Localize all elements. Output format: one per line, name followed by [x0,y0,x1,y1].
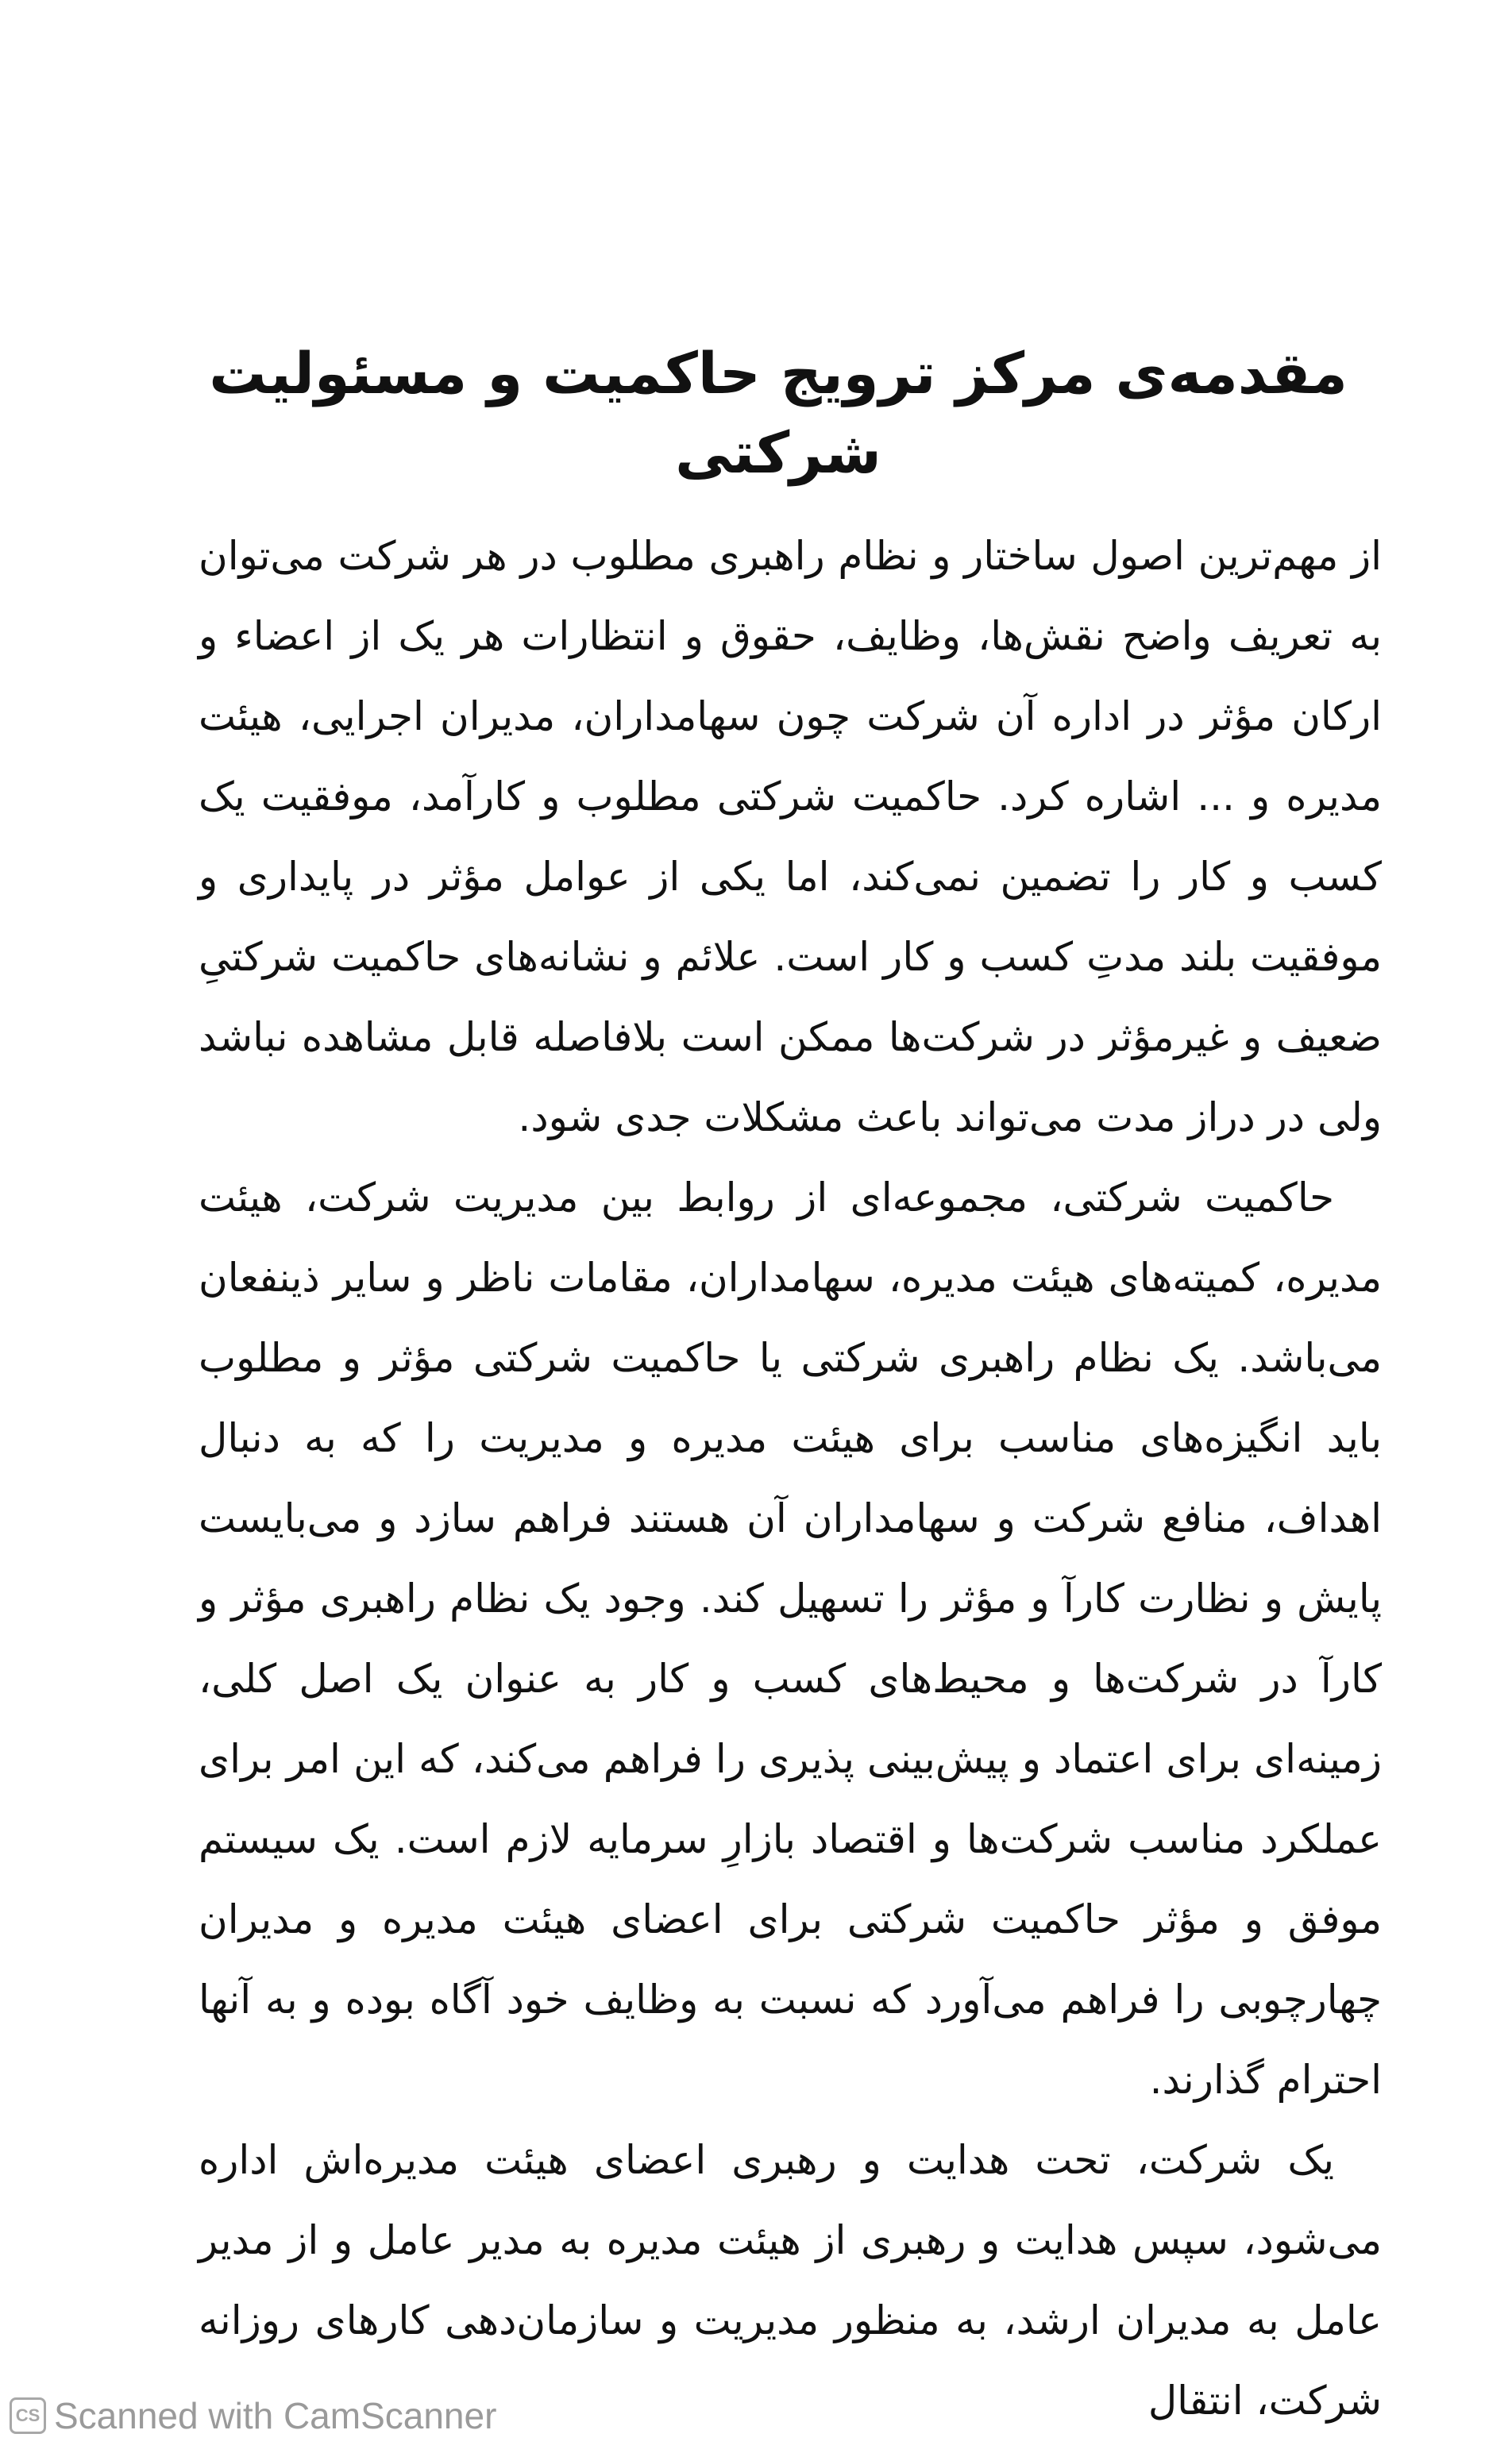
paragraph-2: حاکمیت شرکتی، مجموعه‌ای از روابط بین مدیریت شرکت، هیئت مدیره، کمیته‌های هیئت مدیره، سهامداران، مقامات ناظر و سایر ذینفعان می‌باشد. یک نظام راهبری شرکتی یا حاکمیت شرکتی مؤثر و مطلوب باید انگیزه‌های مناسب برای هیئت مدیره و مدیریت را که به دنبال اهداف، منافع شرکت و سهامداران آن هستند فراهم سازد و می‌بایست پایش و نظارت کارآ و مؤثر را تسهیل کند. وجود یک نظام راهبری مؤثر و کارآ در شرکت‌ها و محیط‌های کسب و کار به عنوان یک اصل کلی، زمینه‌ای برای اعتماد و پیش‌بینی پذیری را فراهم می‌کند، که این امر برای عملکرد مناسب شرکت‌ها و اقتصاد بازارِ سرمایه لازم است. یک سیستم موفق و مؤثر حاکمیت شرکتی برای اعضای هیئت مدیره و مدیران چهارچوبی را فراهم می‌آورد که نسبت به وظایف خود آگاه بوده و به آنها احترام گذارند. [199,1174,1382,2103]
paragraph-1: از مهم‌ترین اصول ساختار و نظام راهبری مطلوب در هر شرکت می‌توان به تعریف واضح نقش‌ها، وظایف، حقوق و انتظارات هر یک از اعضاء و ارکان مؤثر در اداره آن شرکت چون سهامداران، مدیران اجرایی، هیئت مدیره و ... اشاره کرد. حاکمیت شرکتی مطلوب و کارآمد، موفقیت یک کسب و کار را تضمین نمی‌کند، اما یکی از عوامل مؤثر در پایداری و موفقیت بلند مدتِ کسب و کار است. علائم و نشانه‌های حاکمیت شرکتیِ ضعیف و غیرمؤثر در شرکت‌ها ممکن است بلافاصله قابل مشاهده نباشد ولی در دراز مدت می‌تواند باعث مشکلات جدی شود. [199,533,1382,1140]
document-body [199,516,1382,2441]
camscanner-logo-icon: CS [10,2397,46,2434]
watermark-text: Scanned with CamScanner [54,2395,497,2436]
camscanner-watermark [10,2392,496,2440]
paragraph-3: یک شرکت، تحت هدایت و رهبری اعضای هیئت مدیره‌اش اداره می‌شود، سپس هدایت و رهبری از هیئت مدیره به مدیر عامل و از مدیر عامل به مدیران ارشد، به منظور مدیریت و سازمان‌دهی کارهای روزانه شرکت، انتقال [199,2137,1382,2424]
page-title: مقدمه‌ی مرکز ترویج حاکمیت و مسئولیت شرکتی [209,340,1348,486]
